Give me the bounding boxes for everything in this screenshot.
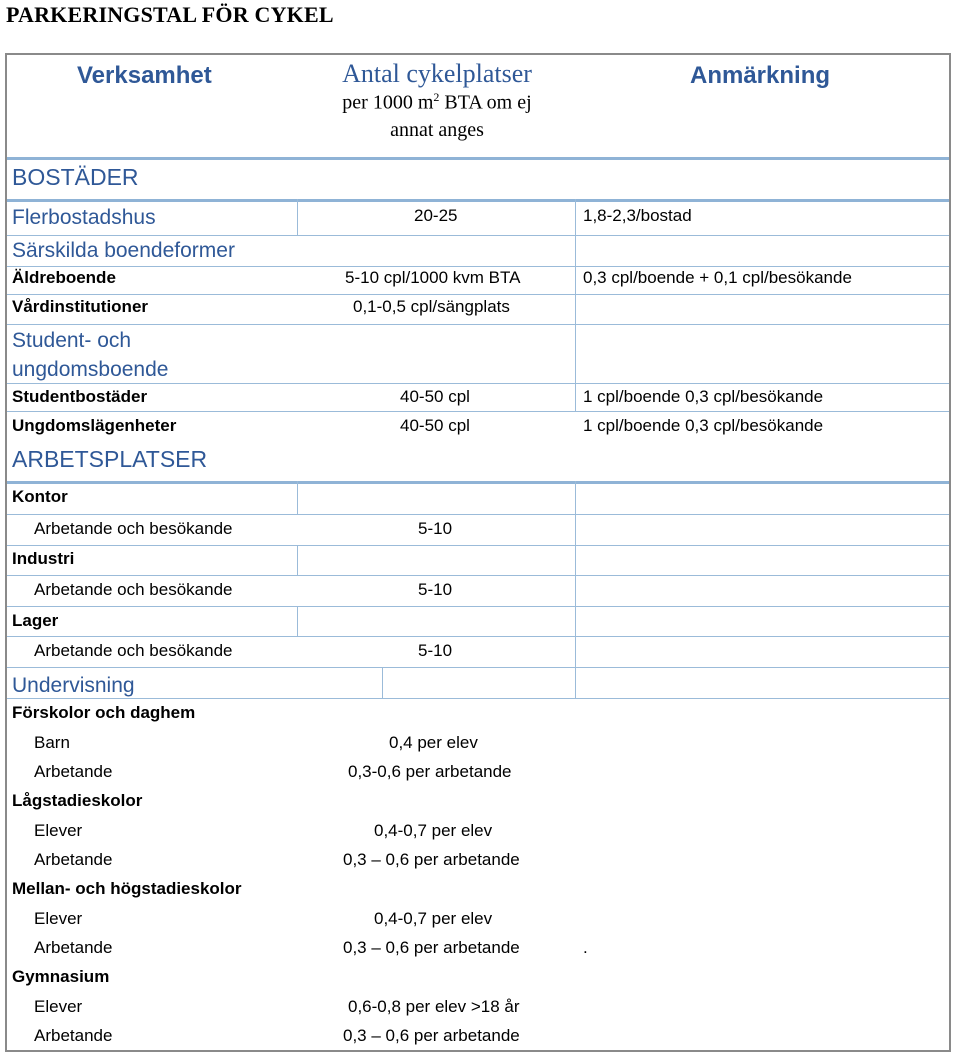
divider (7, 667, 949, 668)
column-divider (575, 481, 576, 698)
row-industri-label: Industri (12, 549, 75, 568)
row-studentbostader-label: Studentbostäder (12, 387, 148, 406)
subsection-student-2: ungdomsboende (12, 358, 169, 381)
row-vardinstitutioner-label: Vårdinstitutioner (12, 297, 149, 316)
row-mellan-label: Mellan- och högstadieskolor (12, 879, 242, 898)
row-mellan-elever-value: 0,4-0,7 per elev (374, 909, 493, 928)
row-kontor-sub: Arbetande och besökande (34, 519, 233, 538)
section-undervisning: Undervisning (12, 674, 135, 697)
row-gymnasium-arbetande: Arbetande (34, 1026, 113, 1045)
row-lager-value: 5-10 (418, 641, 453, 660)
row-lager-sub: Arbetande och besökande (34, 641, 233, 660)
row-lagstadie-arbetande-value: 0,3 – 0,6 per arbetande (343, 850, 520, 869)
column-divider (297, 606, 298, 636)
row-lagstadie-arbetande: Arbetande (34, 850, 113, 869)
header-antal: Antal cykelplatser (342, 59, 532, 88)
divider (7, 324, 949, 325)
column-divider (382, 667, 383, 698)
column-divider (297, 199, 298, 235)
divider (7, 481, 949, 484)
row-kontor-value: 5-10 (418, 519, 453, 538)
subsection-sarskilda: Särskilda boendeformer (12, 239, 235, 262)
divider (7, 636, 949, 637)
row-lagstadie-elever-value: 0,4-0,7 per elev (374, 821, 493, 840)
row-industri-value: 5-10 (418, 580, 453, 599)
row-flerbostadshus-value: 20-25 (414, 206, 458, 225)
column-divider (297, 481, 298, 514)
divider (7, 606, 949, 607)
row-mellan-arbetande: Arbetande (34, 938, 113, 957)
divider (7, 383, 949, 384)
section-bostader: BOSTÄDER (12, 164, 139, 190)
divider (7, 294, 949, 295)
row-ungdomslagenheter-label: Ungdomslägenheter (12, 416, 177, 435)
divider (7, 199, 949, 202)
row-lager-label: Lager (12, 611, 59, 630)
row-forskolor-arbetande: Arbetande (34, 762, 113, 781)
row-industri-sub: Arbetande och besökande (34, 580, 233, 599)
row-mellan-arbetande-value: 0,3 – 0,6 per arbetande (343, 938, 520, 957)
row-forskolor-arbetande-value: 0,3-0,6 per arbetande (348, 762, 512, 781)
row-gymnasium-label: Gymnasium (12, 967, 110, 986)
row-forskolor-label: Förskolor och daghem (12, 703, 196, 722)
row-studentbostader-note: 1 cpl/boende 0,3 cpl/besökande (583, 387, 824, 406)
row-flerbostadshus-label: Flerbostadshus (12, 206, 156, 229)
divider (7, 698, 949, 699)
row-studentbostader-value: 40-50 cpl (400, 387, 470, 406)
column-divider (297, 545, 298, 575)
divider (7, 514, 949, 515)
divider (7, 575, 949, 576)
column-divider (575, 199, 576, 411)
divider (7, 235, 949, 236)
row-lagstadie-elever: Elever (34, 821, 83, 840)
row-gymnasium-elever-value: 0,6-0,8 per elev >18 år (348, 997, 520, 1016)
row-kontor-label: Kontor (12, 487, 68, 506)
parking-table (5, 53, 951, 1052)
divider (7, 411, 949, 412)
header-anmarkning: Anmärkning (690, 62, 831, 89)
row-mellan-elever: Elever (34, 909, 83, 928)
row-forskolor-barn-value: 0,4 per elev (389, 733, 478, 752)
row-gymnasium-elever: Elever (34, 997, 83, 1016)
row-lagstadie-label: Lågstadieskolor (12, 791, 143, 810)
row-ungdomslagenheter-note: 1 cpl/boende 0,3 cpl/besökande (583, 416, 824, 435)
subsection-student: Student- och (12, 329, 132, 352)
row-vardinstitutioner-value: 0,1-0,5 cpl/sängplats (353, 297, 510, 316)
divider (7, 545, 949, 546)
page-title: PARKERINGSTAL FÖR CYKEL (6, 2, 334, 27)
row-gymnasium-arbetande-value: 0,3 – 0,6 per arbetande (343, 1026, 520, 1045)
header-verksamhet: Verksamhet (77, 62, 212, 89)
row-aldreboende-value: 5-10 cpl/1000 kvm BTA (345, 268, 521, 287)
divider (7, 157, 949, 160)
row-ungdomslagenheter-value: 40-50 cpl (400, 416, 470, 435)
row-forskolor-barn: Barn (34, 733, 70, 752)
row-aldreboende-note: 0,3 cpl/boende + 0,1 cpl/besökande (583, 268, 852, 287)
divider (7, 266, 949, 267)
header-antal-subtitle: per 1000 $m^2$ BTA om ej (342, 90, 532, 114)
row-flerbostadshus-note: 1,8-2,3/bostad (583, 206, 692, 225)
row-mellan-arbetande-note: . (583, 938, 588, 957)
row-aldreboende-label: Äldreboende (12, 268, 116, 287)
section-arbetsplatser: ARBETSPLATSER (12, 446, 208, 472)
header-antal-subtitle-2: annat anges (390, 119, 484, 141)
